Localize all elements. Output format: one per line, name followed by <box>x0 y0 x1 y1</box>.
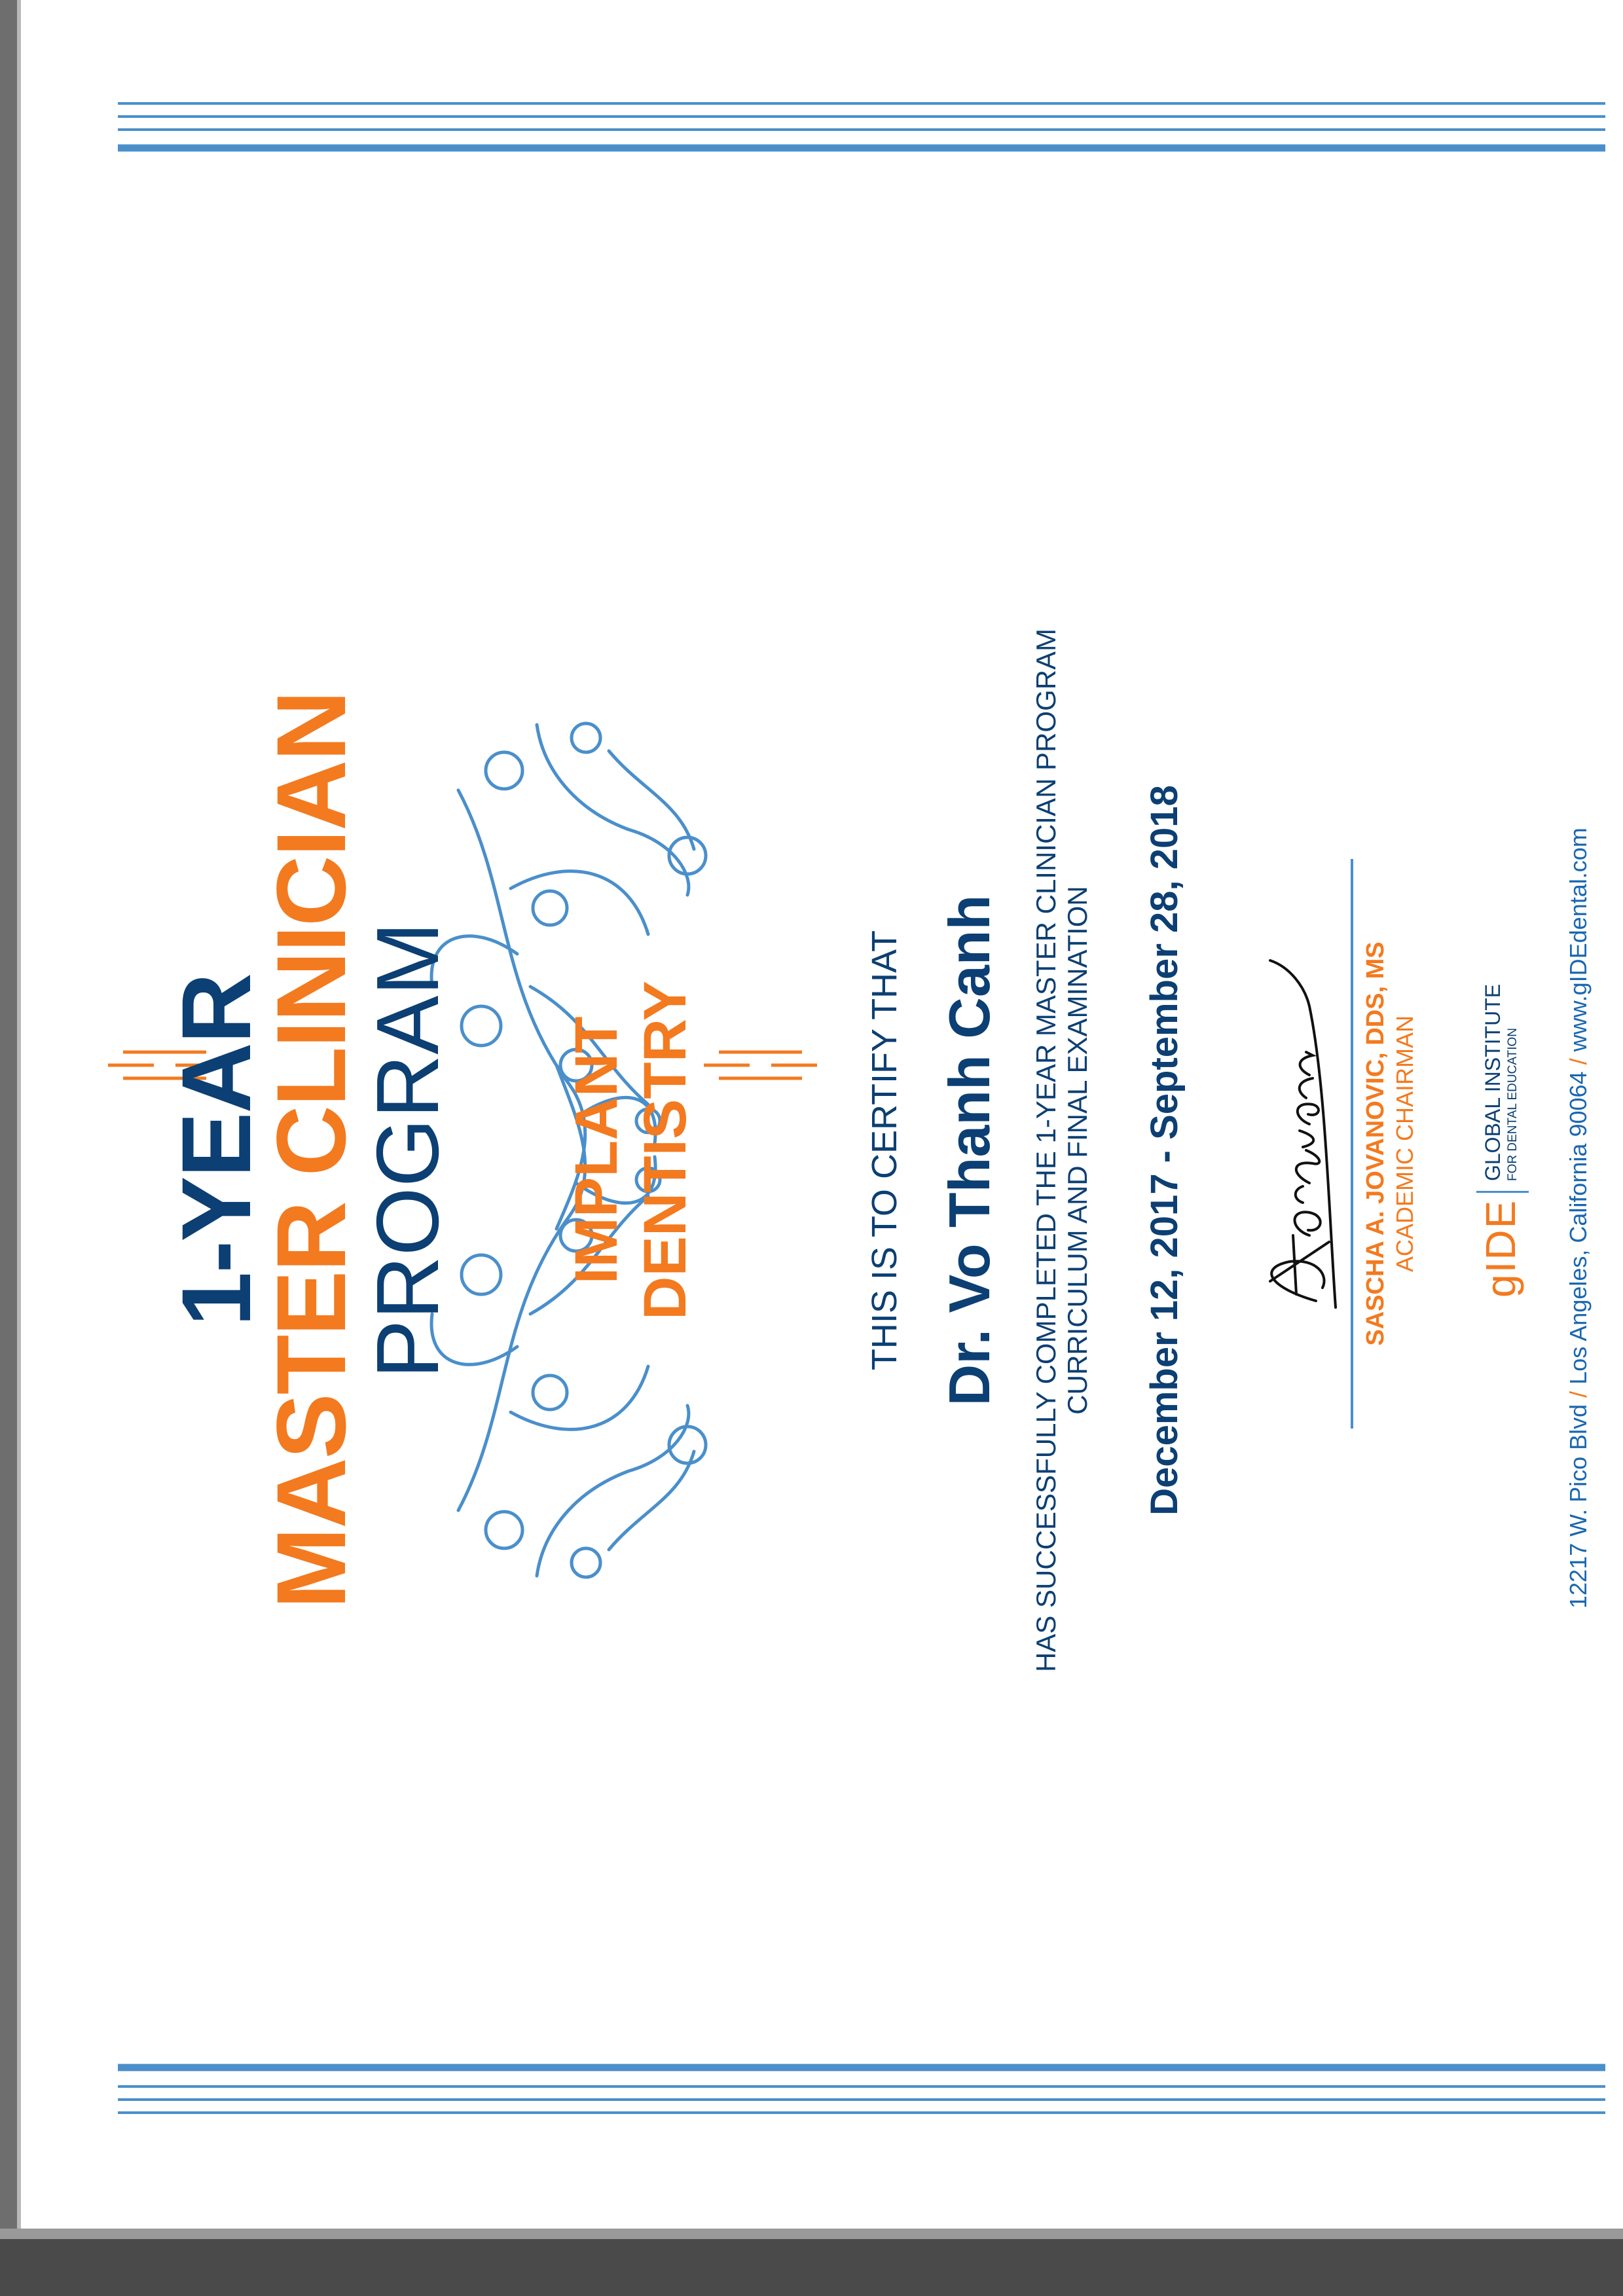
institute-name-line-2: FOR DENTAL EDUCATION <box>1506 1028 1520 1181</box>
signature-rule <box>1351 859 1353 1429</box>
handwritten-signature <box>1231 947 1355 1314</box>
footer-separator: / <box>1565 1391 1592 1398</box>
footer-city: Los Angeles, California 90064 <box>1565 1071 1592 1385</box>
heading-line-1: 1-YEAR <box>161 974 271 1327</box>
logo-divider <box>1476 1191 1529 1193</box>
gide-logo: gIDE <box>1477 1199 1524 1298</box>
certify-text: THIS IS TO CERTIFY THAT <box>865 930 904 1371</box>
heading-line-2: MASTER CLINICIAN <box>256 691 366 1609</box>
completion-text-line-1: HAS SUCCESSFULLY COMPLETED THE 1-YEAR MASTER CLINICIAN PROGRAM <box>1030 629 1061 1672</box>
signer-title: ACADEMIC CHAIRMAN <box>1391 1015 1418 1273</box>
footer-address: 12217 W. Pico Blvd <box>1565 1404 1592 1609</box>
signer-name: SASCHA A. JOVANOVIC, DDS, MS <box>1362 941 1389 1346</box>
specialty-line-1: IMPLANT <box>563 1016 630 1285</box>
footer-separator: / <box>1565 1058 1592 1065</box>
heading-line-3: PROGRAM <box>358 922 457 1379</box>
footer <box>1565 37 1592 1609</box>
completion-text-line-2: CURRICULUM AND FINAL EXAMINATION <box>1062 886 1093 1415</box>
institute-name-line-1: GLOBAL INSTITUTE <box>1481 983 1504 1181</box>
specialty-line-2: DENTISTRY <box>632 981 699 1320</box>
recipient-name: Dr. Vo Thanh Canh <box>937 894 1002 1406</box>
date-range: December 12, 2017 - September 28, 2018 <box>1143 785 1186 1516</box>
footer-website[interactable]: www.gIDEdental.com <box>1565 828 1592 1052</box>
